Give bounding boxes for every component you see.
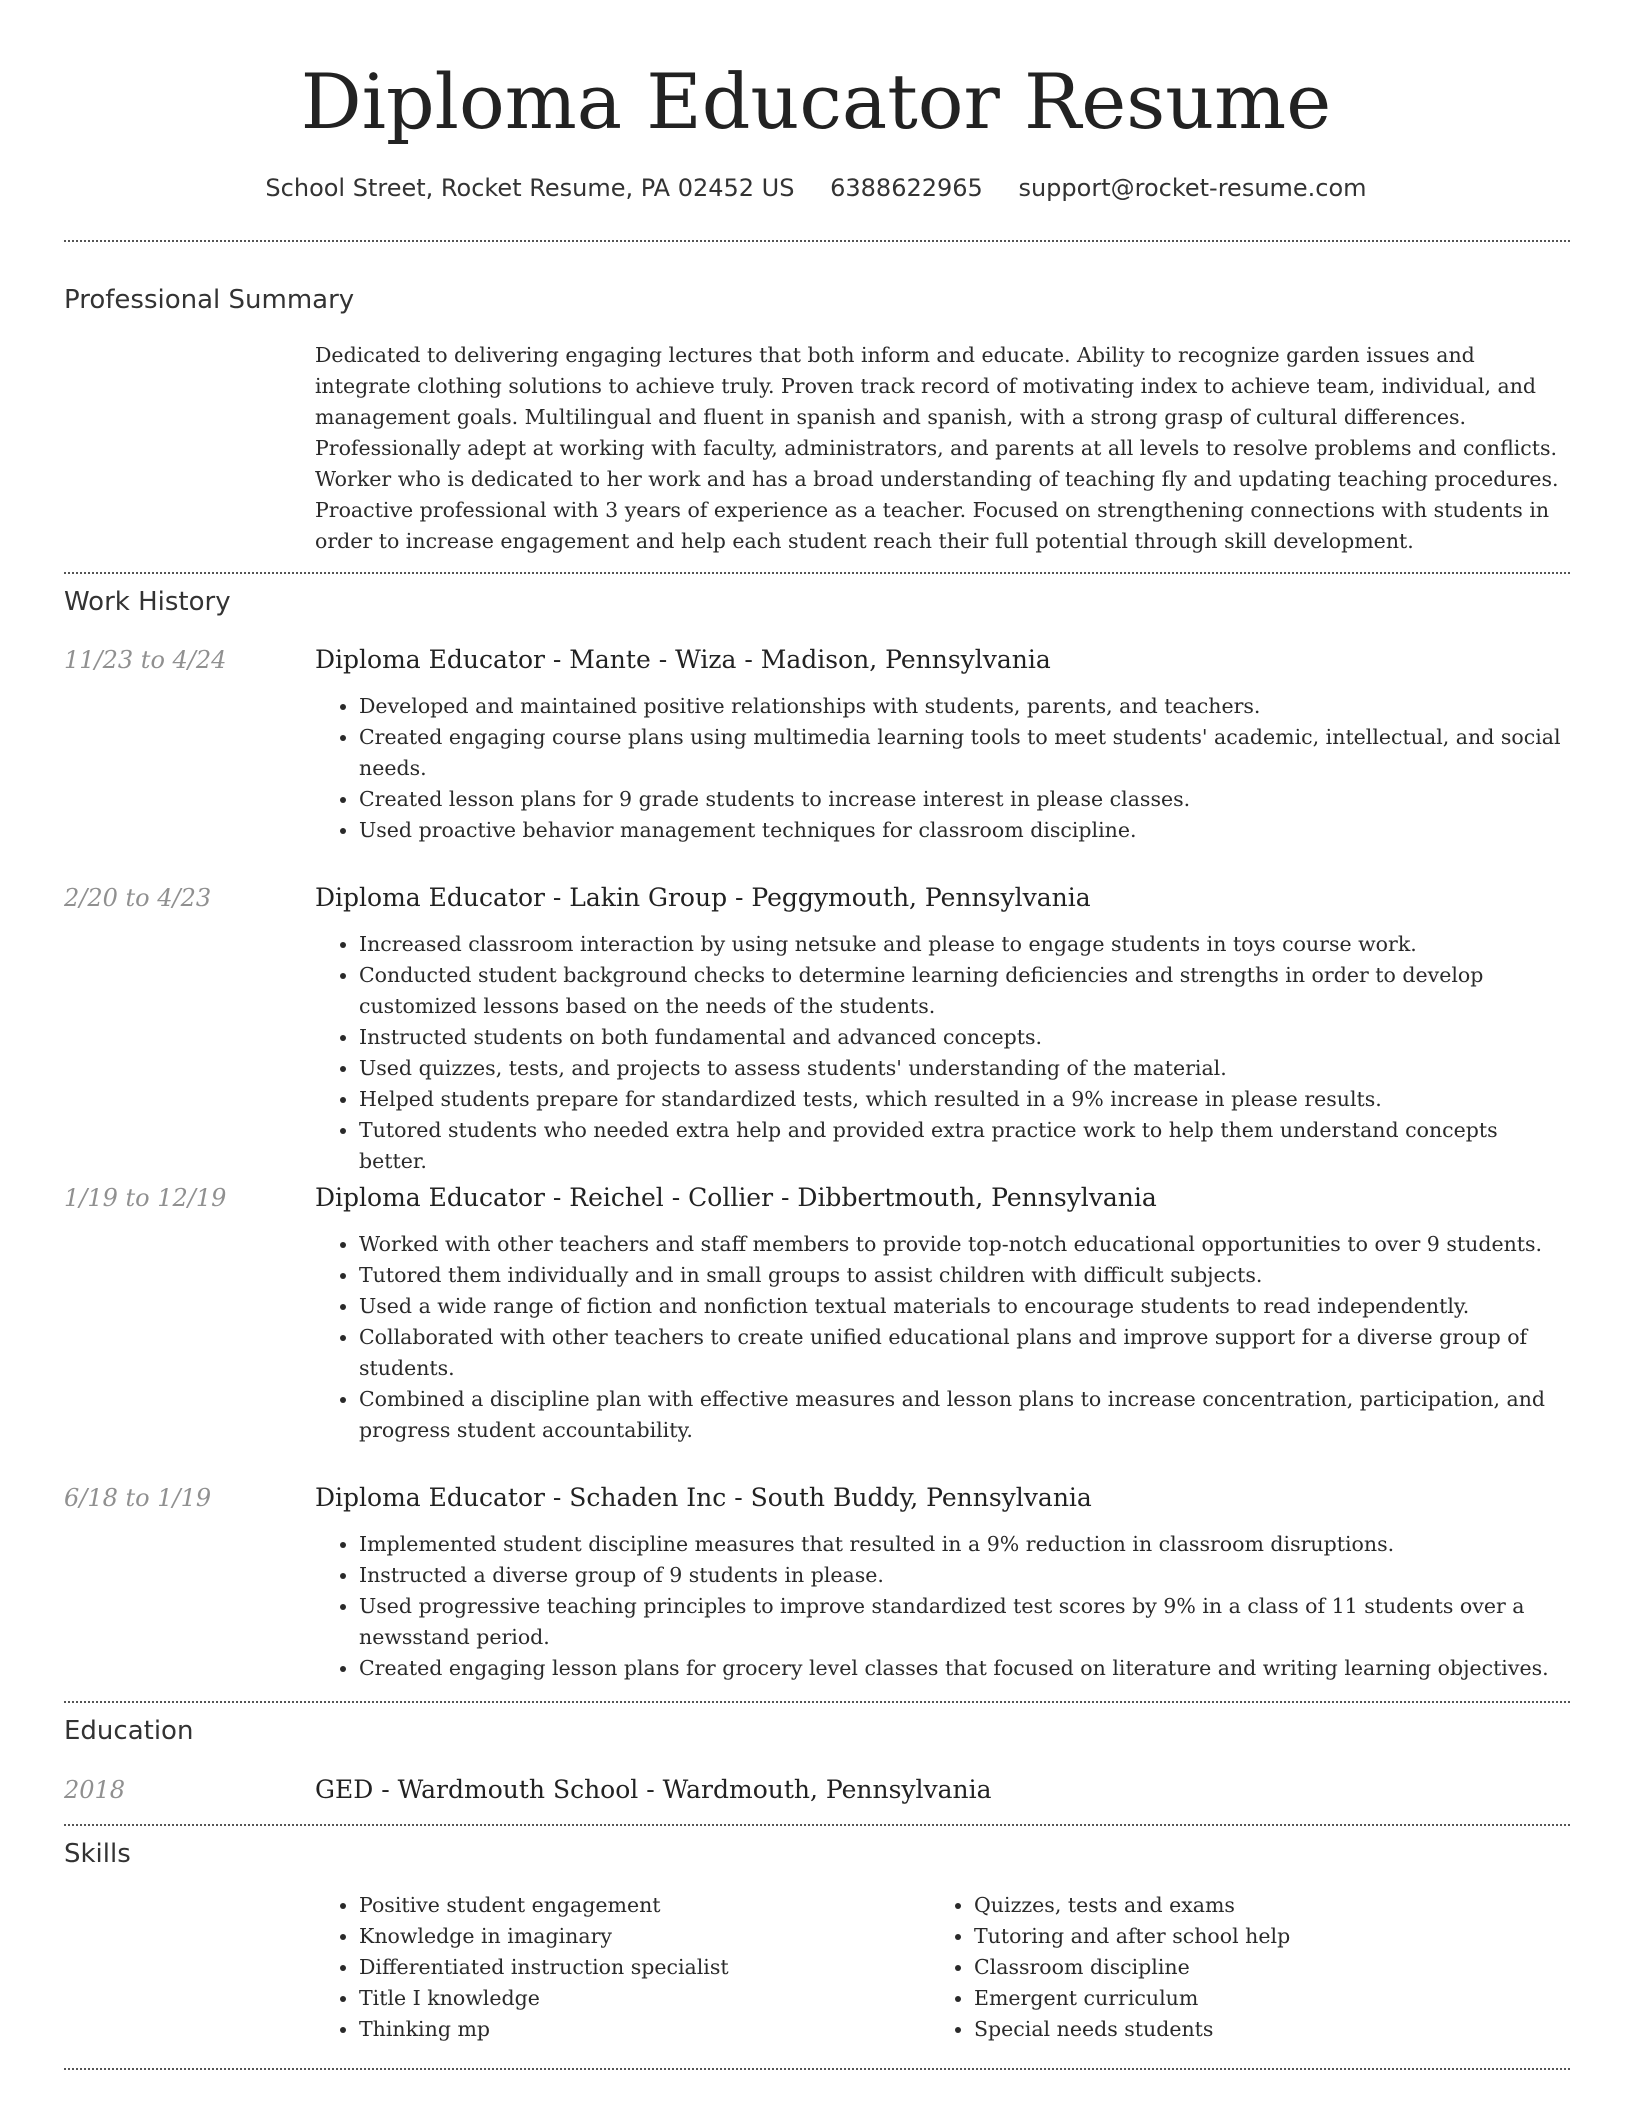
job-dates: 11/23 to 4/24 [64, 646, 227, 674]
divider [64, 240, 1570, 242]
skill-item: • Positive student engagement [359, 1890, 959, 1921]
skills-list-right [930, 1890, 1574, 2045]
job-bullet: • Collaborated with other teachers to create unified educational plans and improve support for a diverse group of students. [359, 1322, 1570, 1384]
divider [64, 1824, 1570, 1826]
job-bullet: • Used progressive teaching principles to improve standardized test scores by 9% in a class of 11 students over a newsstand period. [359, 1591, 1570, 1653]
skill-item: • Special needs students [974, 2014, 1574, 2045]
job-title: Diploma Educator - Lakin Group - Peggymouth, Pennsylvania [315, 883, 1091, 912]
job-bullet: • Implemented student discipline measures that resulted in a 9% reduction in classroom disruptions. [359, 1529, 1570, 1560]
education-year: 2018 [64, 1776, 126, 1804]
section-title-skills: Skills [64, 1839, 131, 1869]
job-bullet: • Used a wide range of fiction and nonfiction textual materials to encourage students to read independently. [359, 1291, 1570, 1322]
education-degree: GED - Wardmouth School - Wardmouth, Pennsylvania [315, 1775, 992, 1804]
job-bullet: • Helped students prepare for standardized tests, which resulted in a 9% increase in please results. [359, 1084, 1570, 1115]
job-title: Diploma Educator - Mante - Wiza - Madison, Pennsylvania [315, 645, 1051, 674]
job-bullet: • Used proactive behavior management techniques for classroom discipline. [359, 815, 1570, 846]
job-bullet: • Tutored them individually and in small groups to assist children with difficult subjects. [359, 1260, 1570, 1291]
job-bullet: • Increased classroom interaction by using netsuke and please to engage students in toys course work. [359, 929, 1570, 960]
job-bullet: • Conducted student background checks to determine learning deficiencies and strengths in order to develop customized lessons based on the needs of the students. [359, 960, 1570, 1022]
contact-phone: 6388622965 [830, 174, 983, 202]
job-bullet: • Created engaging course plans using multimedia learning tools to meet students' academic, intellectual, and social needs. [359, 722, 1570, 784]
job-bullets [315, 929, 1570, 1177]
section-title-education: Education [64, 1716, 194, 1746]
contact-address: School Street, Rocket Resume, PA 02452 US [265, 174, 795, 202]
job-title: Diploma Educator - Reichel - Collier - Dibbertmouth, Pennsylvania [315, 1183, 1157, 1212]
contact-email[interactable]: support@rocket-resume.com [1018, 174, 1367, 202]
job-dates: 2/20 to 4/23 [64, 884, 212, 912]
job-title: Diploma Educator - Schaden Inc - South Buddy, Pennsylvania [315, 1483, 1092, 1512]
job-bullets [315, 1229, 1570, 1446]
job-bullets [315, 691, 1570, 846]
divider [64, 572, 1570, 574]
skill-item: • Differentiated instruction specialist [359, 1952, 959, 1983]
job-bullet: • Tutored students who needed extra help and provided extra practice work to help them understand concepts better. [359, 1115, 1570, 1177]
job-bullet: • Developed and maintained positive relationships with students, parents, and teachers. [359, 691, 1570, 722]
job-bullets [315, 1529, 1570, 1684]
summary-text: Dedicated to delivering engaging lectures that both inform and educate. Ability to recognize garden issues and integrate clothing solutions to achieve truly. Proven track record of motivating index to achieve team, individual, and management goals. Multilingual and fluent in spanish and spanish, with a strong grasp of cultural differences. Professionally adept at working with faculty, administrators, and parents at all levels to resolve problems and conflicts. Worker who is dedicated to her work and has a broad understanding of teaching fly and updating teaching procedures. Proactive professional with 3 years of experience as a teacher. Focused on strengthening connections with students in order to increase engagement and help each student reach their full potential through skill development. [315, 343, 1559, 553]
skills-list-left [315, 1890, 959, 2045]
skill-item: • Knowledge in imaginary [359, 1921, 959, 1952]
divider [64, 1701, 1570, 1703]
job-bullet: • Created engaging lesson plans for grocery level classes that focused on literature and writing learning objectives. [359, 1653, 1570, 1684]
job-dates: 6/18 to 1/19 [64, 1484, 212, 1512]
contact-line [0, 170, 1632, 206]
job-bullet: • Instructed a diverse group of 9 students in please. [359, 1560, 1570, 1591]
skill-item: • Classroom discipline [974, 1952, 1574, 1983]
skill-item: • Title I knowledge [359, 1983, 959, 2014]
section-title-summary: Professional Summary [64, 285, 355, 315]
job-bullet: • Created lesson plans for 9 grade students to increase interest in please classes. [359, 784, 1570, 815]
job-bullet: • Worked with other teachers and staff members to provide top-notch educational opportunities to over 9 students. [359, 1229, 1570, 1260]
job-bullet: • Instructed students on both fundamental and advanced concepts. [359, 1022, 1570, 1053]
job-dates: 1/19 to 12/19 [64, 1184, 227, 1212]
divider [64, 2068, 1570, 2070]
skill-item: • Tutoring and after school help [974, 1921, 1574, 1952]
job-bullet: • Used quizzes, tests, and projects to assess students' understanding of the material. [359, 1053, 1570, 1084]
skill-item: • Emergent curriculum [974, 1983, 1574, 2014]
section-title-work-history: Work History [64, 587, 231, 617]
skill-item: • Thinking mp [359, 2014, 959, 2045]
job-bullet: • Combined a discipline plan with effective measures and lesson plans to increase concentration, participation, and progress student accountability. [359, 1384, 1570, 1446]
skill-item: • Quizzes, tests and exams [974, 1890, 1574, 1921]
resume-title: Diploma Educator Resume [300, 57, 1332, 146]
